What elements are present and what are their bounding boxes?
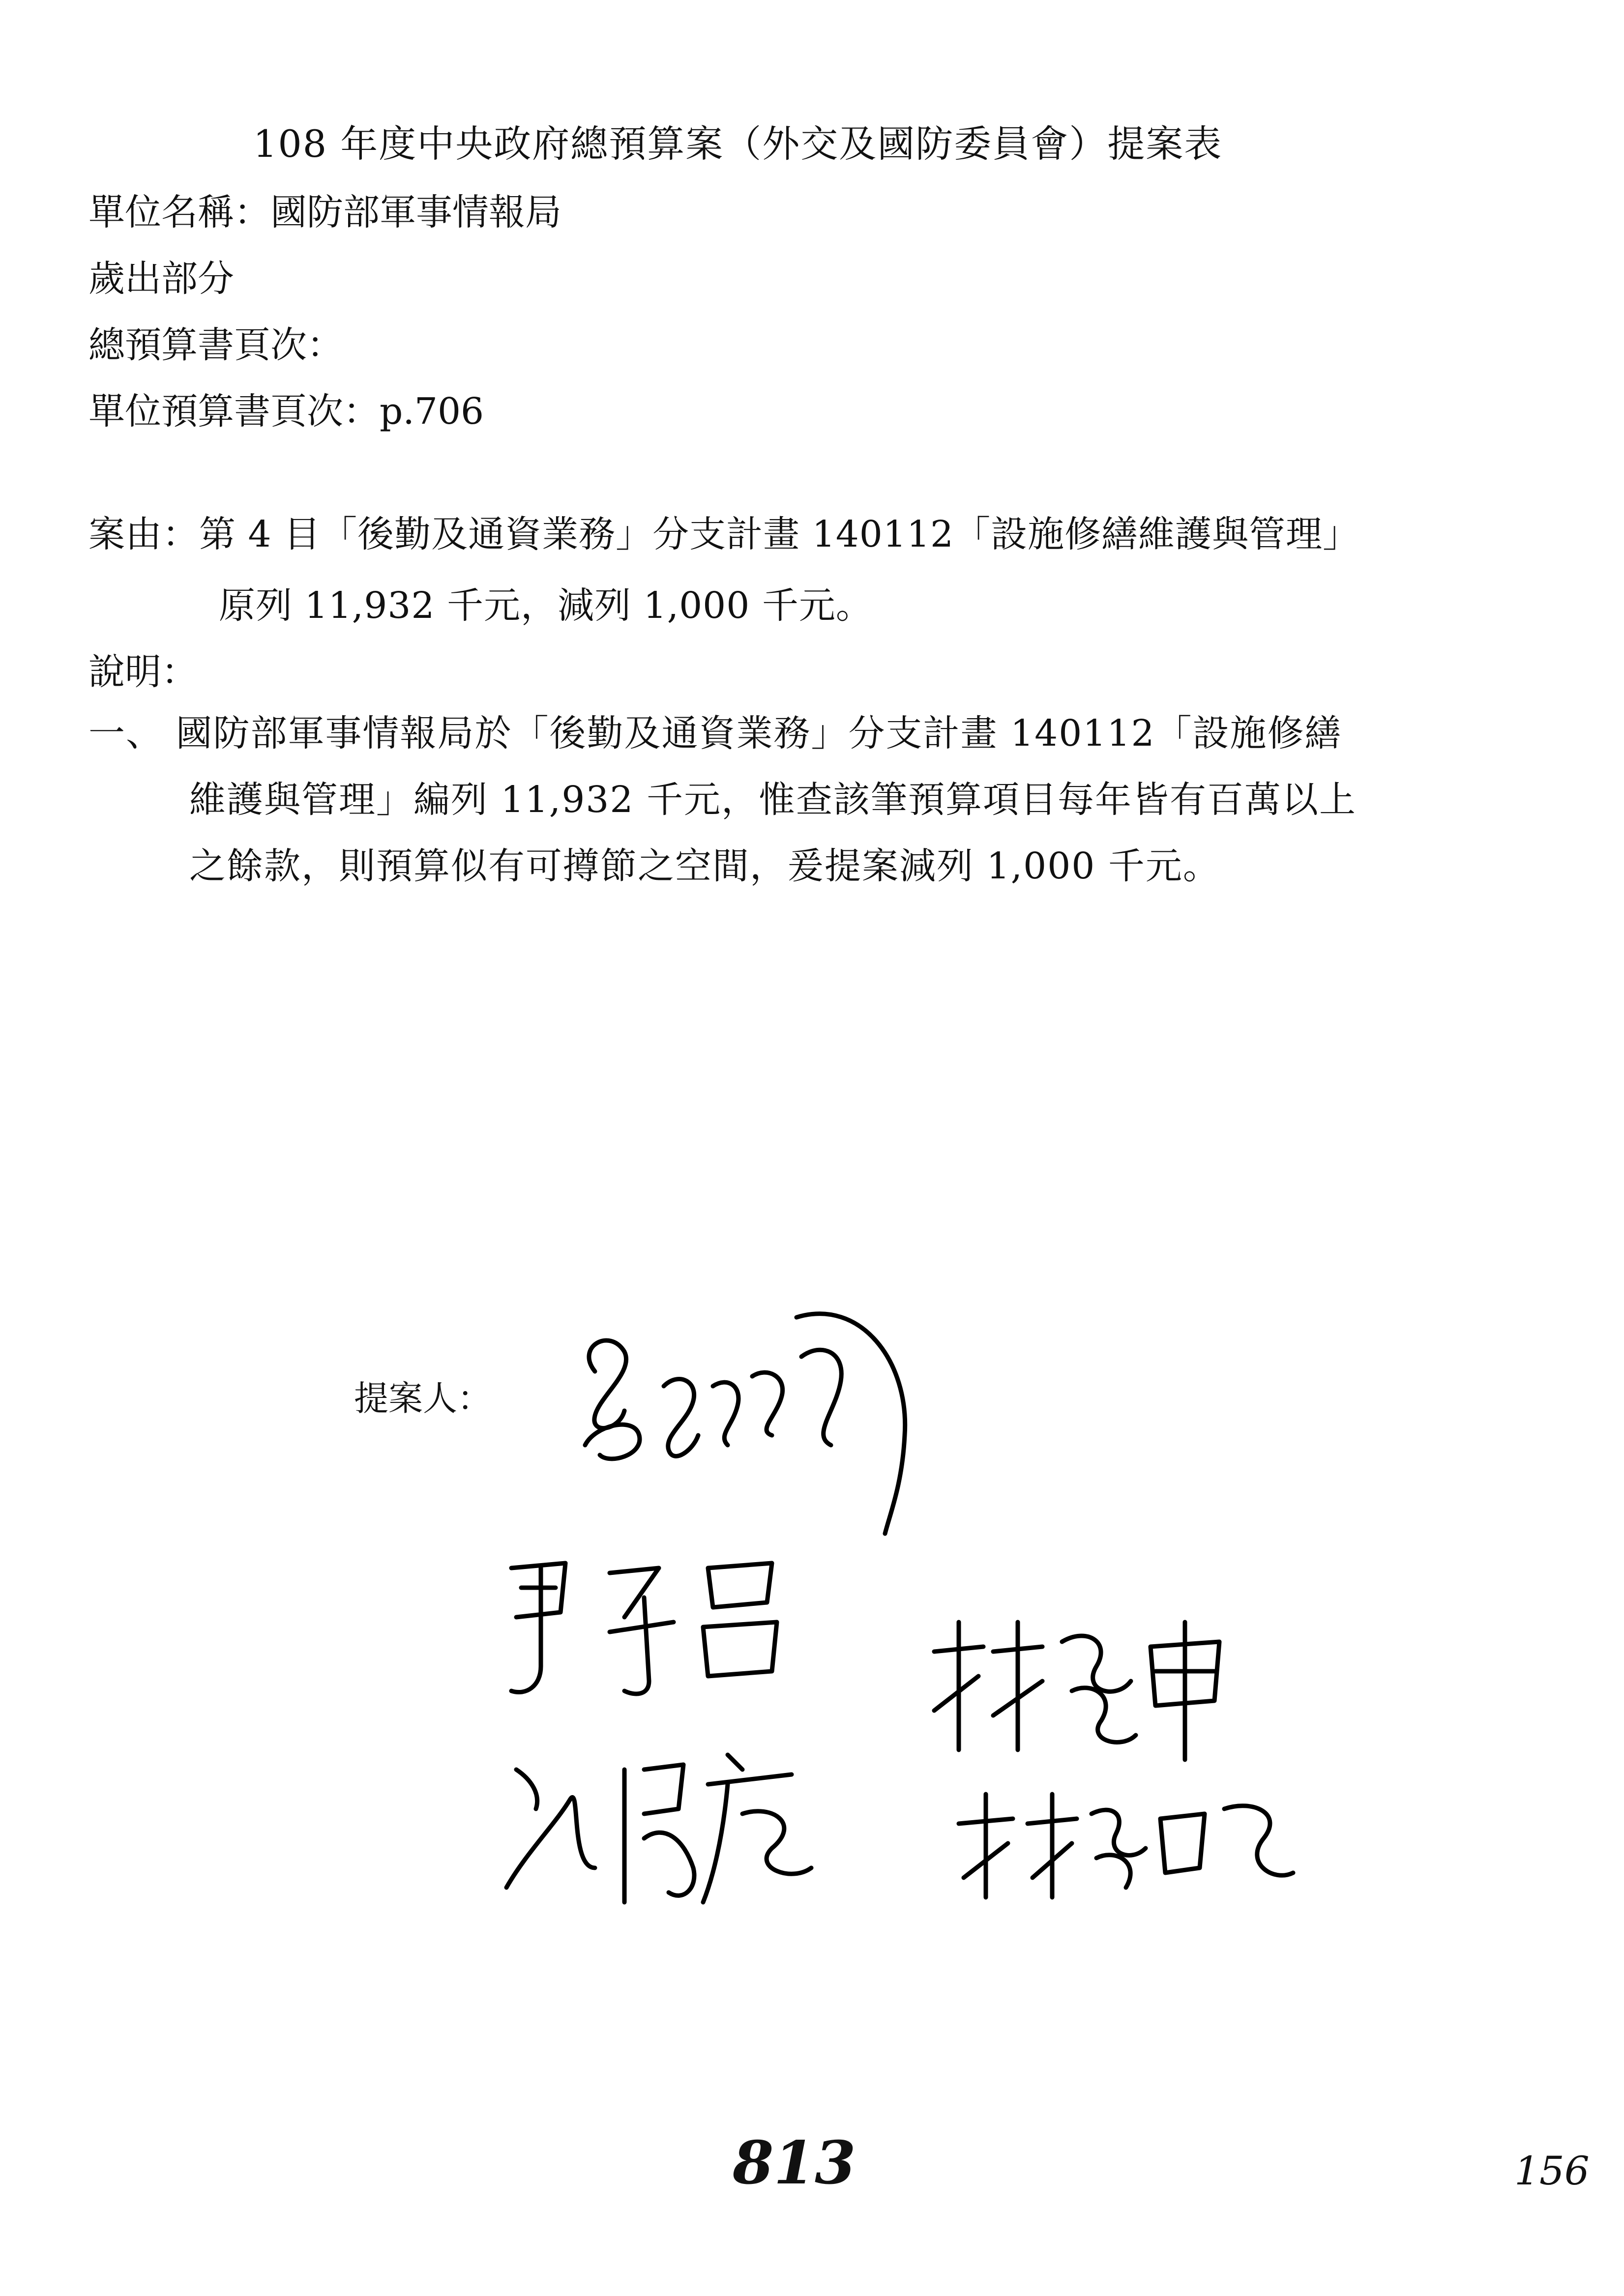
explanation-item-1-line-1: 一、 國防部軍事情報局於「後勤及通資業務」分支計畫 140112「設施修繕 (89, 712, 1342, 755)
page-number: 813 (733, 2128, 856, 2198)
signature-3 (497, 1740, 900, 1927)
signature-1 (565, 1288, 949, 1543)
explanation-item-1-line-3: 之餘款，則預算似有可撙節之空間，爰提案減列 1,000 千元。 (189, 845, 1220, 887)
explanation-item-1-line-2: 維護與管理」編列 11,932 千元，惟查該筆預算項目每年皆有百萬以上 (189, 779, 1357, 821)
section-label: 歲出部分 (89, 258, 234, 300)
signature-5 (949, 1779, 1303, 1907)
proposer-label: 提案人： (354, 1378, 492, 1419)
unit-name: 單位名稱：國防部軍事情報局 (89, 191, 561, 233)
reason-line-2: 原列 11,932 千元，減列 1,000 千元。 (219, 584, 873, 627)
unit-budget-page: 單位預算書頁次：p.706 (89, 390, 484, 433)
document-title: 108 年度中央政府總預算案（外交及國防委員會）提案表 (253, 122, 1223, 166)
reason-line-1: 案由：第 4 目「後勤及通資業務」分支計畫 140112「設施修繕維護與管理」 (89, 513, 1360, 555)
signature-4 (924, 1602, 1239, 1765)
explanation-label: 說明： (89, 651, 198, 693)
signature-2 (497, 1548, 801, 1706)
total-budget-page: 總預算書頁次： (89, 324, 343, 366)
page-number-small: 156 (1514, 2148, 1590, 2194)
